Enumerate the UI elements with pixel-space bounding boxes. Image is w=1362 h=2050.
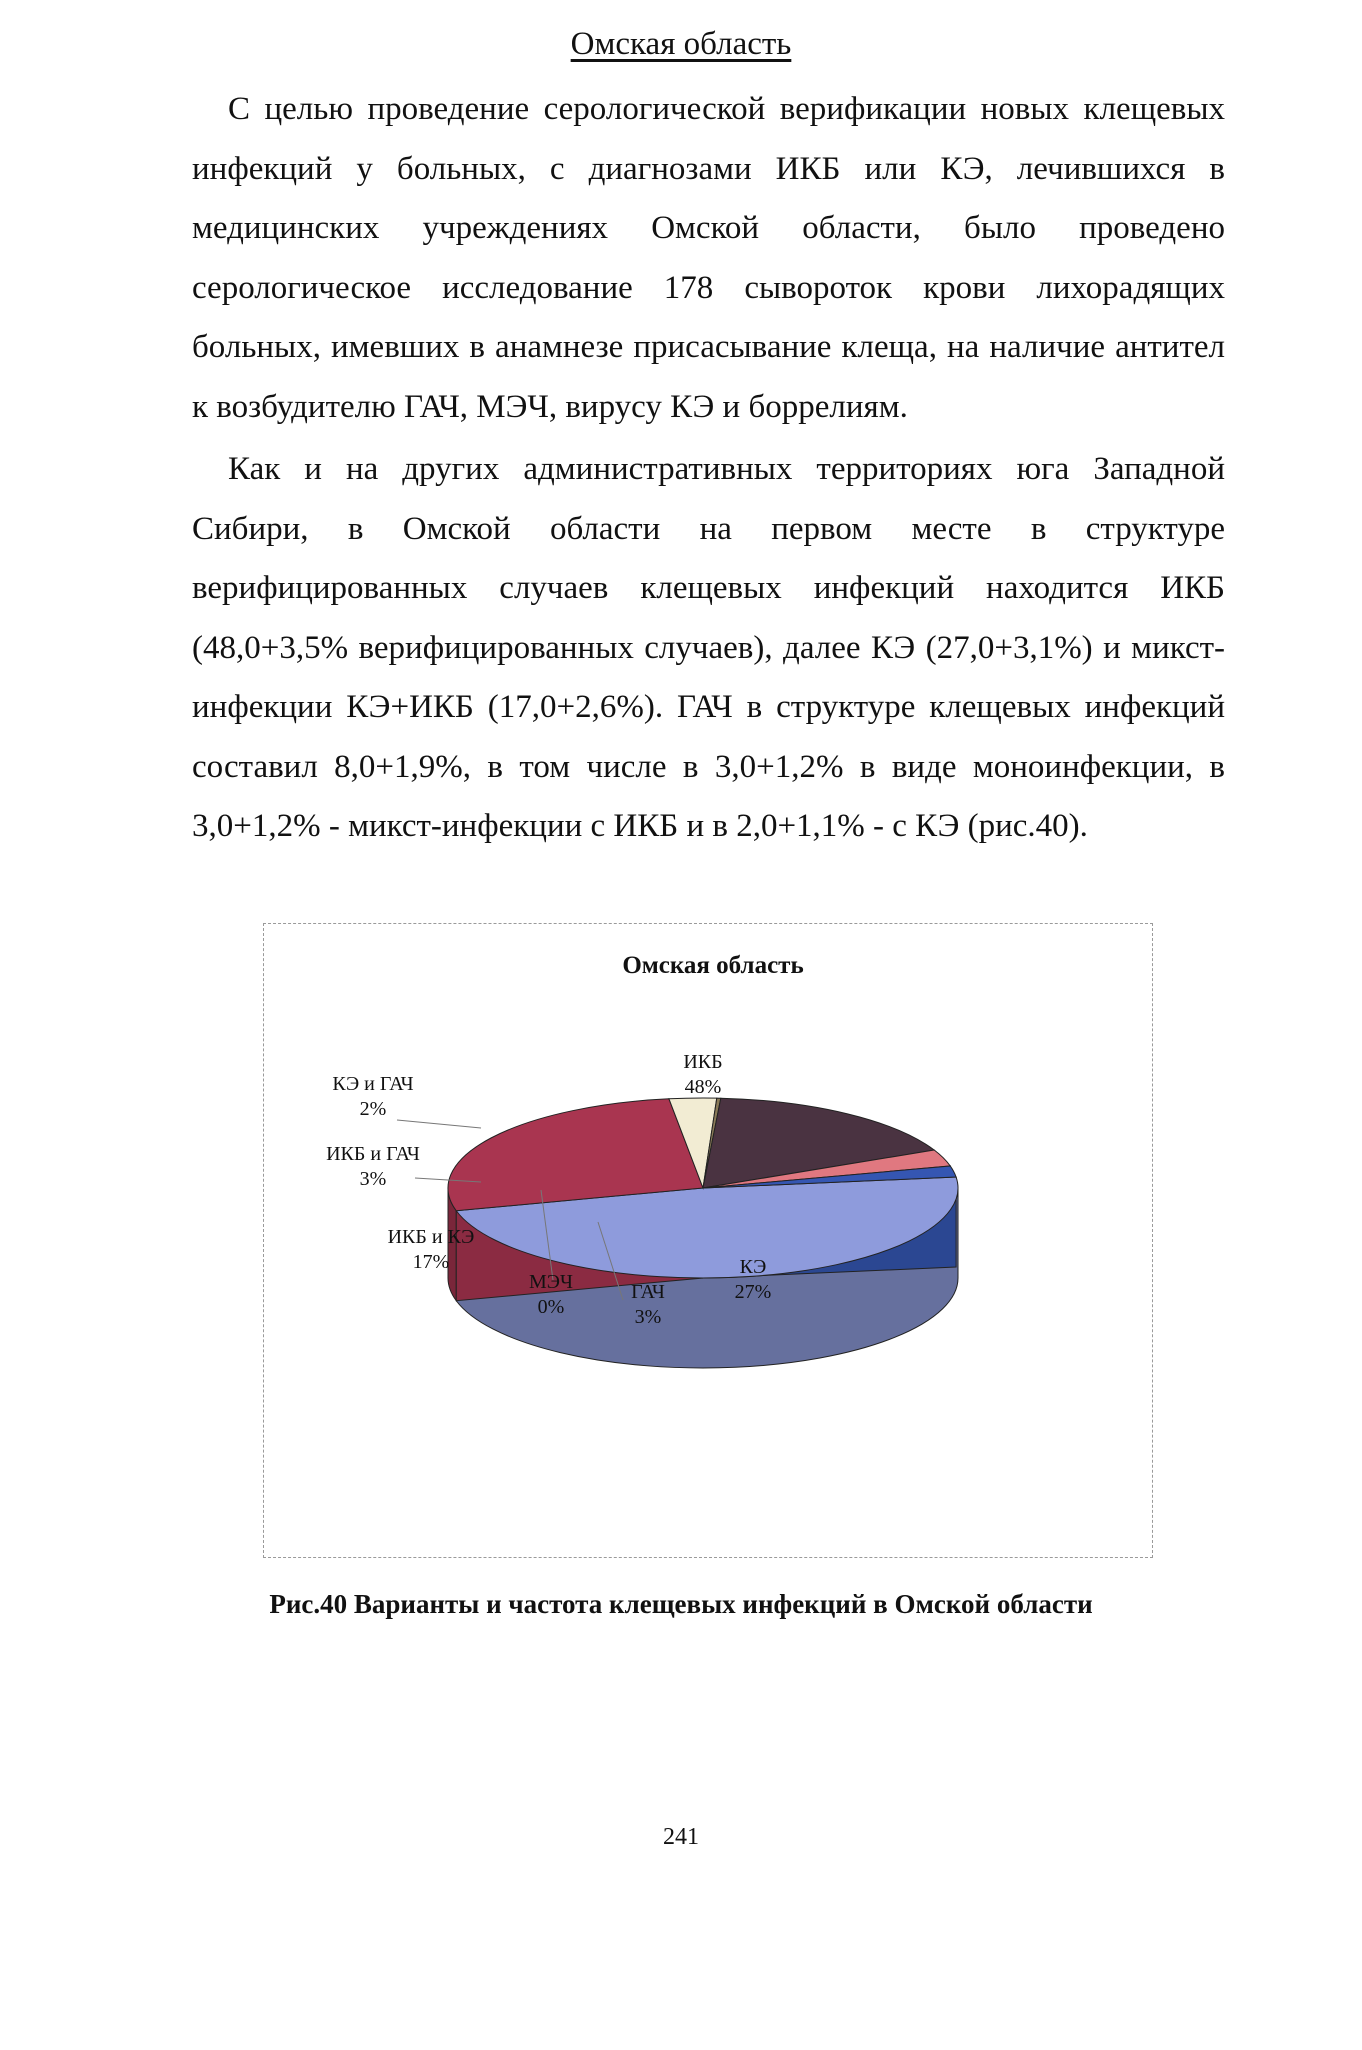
paragraph-1 [192,80,1225,437]
pie-label-5 [326,1143,420,1190]
pie-label-6 [332,1073,413,1120]
pie-label-0 [683,1051,722,1098]
pie-label-value-3: 0% [537,1296,565,1318]
pie-label-value-1: 27% [734,1281,772,1303]
pie-label-name-5: ИКБ и ГАЧ [326,1143,420,1165]
pie-label-name-1: КЭ [739,1256,767,1278]
pie-label-value-2: 3% [634,1306,662,1328]
figure-caption: Рис.40 Варианты и частота клещевых инфекций в Омской области [269,1589,1093,1619]
pie-label-value-0: 48% [684,1076,722,1098]
pie-label-name-3: МЭЧ [529,1271,573,1293]
pie-leader-6 [397,1120,481,1128]
pie-label-value-6: 2% [359,1098,387,1120]
page-number: 241 [663,1824,699,1850]
pie-label-name-4: ИКБ и КЭ [387,1226,475,1248]
pie-label-value-4: 17% [412,1251,450,1273]
chart-title: Омская область [622,952,804,979]
paragraph-2-text: Как и на других административных территориях юга Западной Сибири, в Омской области на первом месте в структуре верифицированных случаев клещевых инфекций находится ИКБ (48,0+3,5% верифицированных случаев), далее КЭ (27,0+3,1%) и микст-инфекции КЭ+ИКБ (17,0+2,6%). ГАЧ в структуре клещевых инфекций составил 8,0+1,9%, в том числе в 3,0+1,2% в виде моноинфекции, в 3,0+1,2% - микст-инфекции с ИКБ и в 2,0+1,1% - с КЭ (рис.40). [192,451,1225,844]
pie-top [448,1098,958,1278]
pie-label-name-0: ИКБ [683,1051,723,1073]
paragraph-1-text: С целью проведение серологической верификации новых клещевых инфекций у больных, с диагнозами ИКБ или КЭ, лечившихся в медицинских учреждениях Омской области, было проведено серологическое исследование 178 сывороток крови лихорадящих больных, имевших в анамнезе присасывание клеща, на наличие антител к возбудителю ГАЧ, МЭЧ, вирусу КЭ и боррелиям. [192,91,1225,425]
pie-label-value-5: 3% [359,1168,387,1190]
pie-label-name-6: КЭ и ГАЧ [332,1073,414,1095]
section-title: Омская область [570,26,792,62]
pie-chart [263,923,1153,1558]
pie-label-name-2: ГАЧ [631,1281,665,1303]
paragraph-2 [192,440,1225,857]
